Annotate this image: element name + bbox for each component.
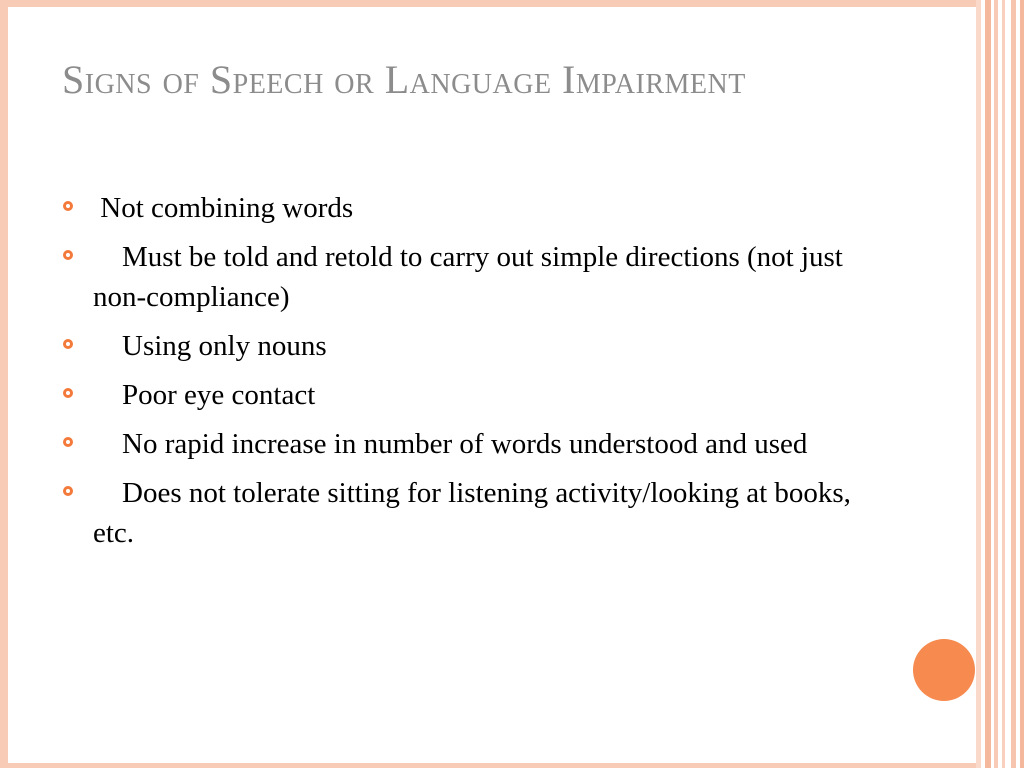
bullet-text: Must be told and retold to carry out simple directions (not just non-compliance) xyxy=(93,241,851,313)
bullet-item xyxy=(62,473,882,553)
bullet-text: Does not tolerate sitting for listening activity/looking at books, etc. xyxy=(93,477,859,549)
frame-bottom-border xyxy=(0,763,1024,768)
decorative-stripe xyxy=(1020,0,1024,768)
bullet-circle-icon xyxy=(63,339,73,349)
decorative-stripe xyxy=(1002,0,1005,768)
bullet-list xyxy=(62,188,882,562)
frame-top-border xyxy=(0,0,1024,7)
bullet-item xyxy=(62,424,882,464)
accent-circle-icon xyxy=(913,639,975,701)
bullet-item xyxy=(62,375,882,415)
decorative-stripes xyxy=(976,0,1024,768)
bullet-item xyxy=(62,326,882,366)
bullet-text: No rapid increase in number of words understood and used xyxy=(93,428,808,460)
bullet-circle-icon xyxy=(63,201,73,211)
bullet-circle-icon xyxy=(63,437,73,447)
bullet-text: Poor eye contact xyxy=(93,379,316,411)
slide-title: Signs of Speech or Language Impairment xyxy=(62,57,746,102)
bullet-text: Using only nouns xyxy=(93,330,327,362)
frame-left-border xyxy=(0,0,8,768)
bullet-circle-icon xyxy=(63,250,73,260)
bullet-item xyxy=(62,188,882,228)
bullet-text: Not combining words xyxy=(93,192,354,224)
bullet-circle-icon xyxy=(63,486,73,496)
decorative-stripe xyxy=(985,0,991,768)
decorative-stripe xyxy=(1011,0,1016,768)
bullet-item xyxy=(62,237,882,317)
decorative-stripe xyxy=(994,0,998,768)
bullet-circle-icon xyxy=(63,388,73,398)
decorative-stripe xyxy=(976,0,981,768)
